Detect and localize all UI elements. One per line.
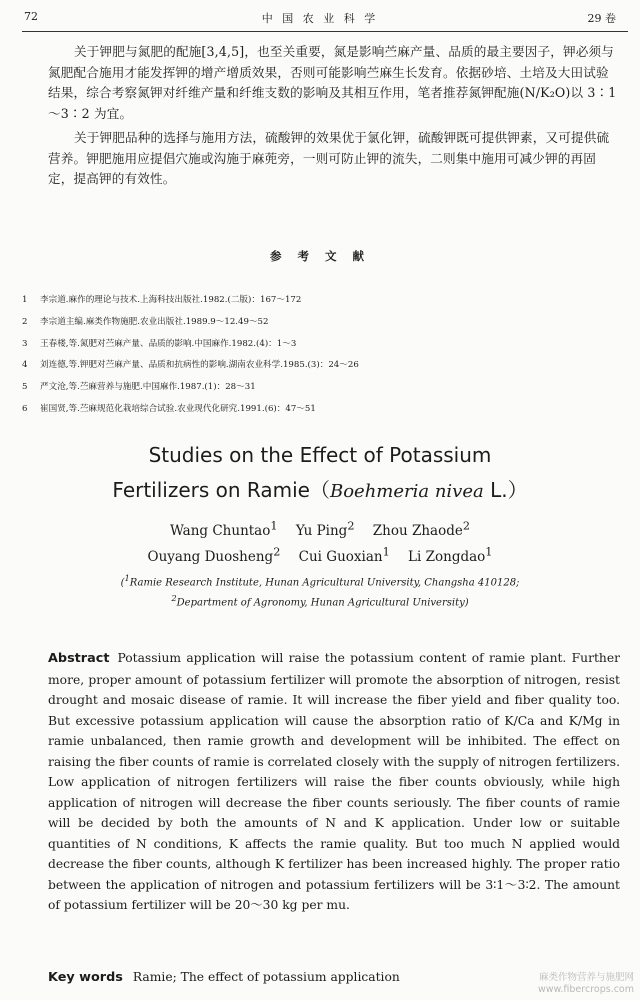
keywords-text: Ramie; The effect of potassium application — [132, 970, 400, 984]
authors-row-1 — [0, 519, 640, 539]
chinese-paragraph: 关于钾肥品种的选择与施用方法，硫酸钾的效果优于氯化钾，硫酸钾既可提供钾素，又可提供硫营养。钾肥施用应提倡穴施或沟施于麻蔸旁，一则可防止钾的流失，二则集中施用可减少钾的再固定，提高钾的有效性。 — [48, 130, 610, 186]
keywords-label: Key words — [48, 970, 123, 985]
keywords — [48, 970, 400, 985]
chinese-body — [48, 42, 618, 190]
author: Zhou Zhaode$^2$ — [372, 519, 471, 539]
reference-item: 1 李宗道.麻作的理论与技术.上海科技出版社.1982.(二版)：167～172 — [22, 295, 302, 305]
author: Cui Guoxian$^1$ — [298, 545, 390, 565]
page-number: 72 — [24, 10, 38, 23]
title-line-2: Fertilizers on Ramie（Boehmeria nivea L.） — [112, 478, 528, 502]
reference-item: 5 严文沧,等.苎麻营养与施肥.中国麻作.1987.(1)：28～31 — [22, 382, 256, 393]
reference-item: 4 刘连德,等.钾肥对苎麻产量、品质和抗病性的影响.湖南农业科学.1985.(3)：24～26 — [22, 360, 359, 371]
author: Yu Ping$^2$ — [295, 519, 355, 539]
volume-label: 29 卷 — [587, 12, 616, 25]
reference-item: 6 崔国贤,等.苎麻规范化栽培综合试验.农业现代化研究.1991.(6)：47～51 — [22, 403, 316, 414]
abstract-text: Potassium application will raise the potassium content of ramie plant. Further more, proper amount of potassium fertilizer will promote the absorption of nitrogen, resist drought and mosaic disease of ramie. It will increase the fiber yield and fiber quality too. But excessive potassium application will cause the absorption ratio of K/Ca and K/Mg in ramie unbalanced, then ramie growth and development will be inhibited. The effect on raising the fiber counts of ramie is correlated closely with the supply of nitrogen fertilizers. Low application of nitrogen fertilizers will raise the fiber counts obviously, while high application of nitrogen will decrease the fiber counts seriously. The fiber counts of ramie will be decided by both the amounts of N and K application. Under low or suitable quantities of N conditions, K affects the ramie quality. But too much N applied would decrease the fiber counts, although K fertilizer has been increased highly. The proper ratio between the application of nitrogen and potassium fertilizers will be 3∶1～3∶2. The amount of potassium fertilizer will be 20～30 kg per mu. — [48, 651, 621, 912]
author: Li Zongdao$^1$ — [408, 545, 493, 565]
authors-row-2 — [0, 545, 640, 565]
chinese-paragraph: 关于钾肥与氮肥的配施[3,4,5]，也至关重要，氮是影响苎麻产量、品质的最主要因子，钾必须与氮肥配合施用才能发挥钾的增产增质效果，否则可能影响苎麻生长发育。依据砂培、土培及大田试验结果，综合考察氮钾对纤维产量和纤维支数的影响及其相互作用，笔者推荐氮钾配施(N/K₂O)以 3∶1～3∶2 为宜。 — [48, 44, 617, 121]
references-heading: 参 考 文 献 — [269, 249, 370, 263]
species-name: Boehmeria nivea — [329, 481, 484, 502]
site-watermark: 麻类作物营养与施肥网 www.fibercrops.com — [537, 972, 634, 995]
affiliation-1: ($^1$Ramie Research Institute, Hunan Agricultural University, Changsha 410128; — [120, 573, 520, 589]
title-line-1: Studies on the Effect of Potassium — [148, 443, 492, 467]
journal-name: 中 国 农 业 科 学 — [261, 12, 379, 25]
header-rule — [22, 31, 628, 32]
author: Wang Chuntao$^1$ — [169, 519, 278, 539]
abstract-label: Abstract — [48, 651, 110, 666]
reference-item: 3 王春楼,等.氮肥对苎麻产量、品质的影响.中国麻作.1982.(4)：1～3 — [22, 338, 297, 349]
english-title — [0, 438, 640, 509]
reference-item: 2 李宗道主编.麻类作物施肥.农业出版社.1989.9～12.49～52 — [22, 316, 269, 327]
reference-list — [22, 290, 622, 421]
abstract — [48, 648, 620, 916]
affiliation-2: $^2$Department of Agronomy, Hunan Agricultural University) — [171, 593, 469, 609]
author: Ouyang Duosheng$^2$ — [147, 545, 281, 565]
